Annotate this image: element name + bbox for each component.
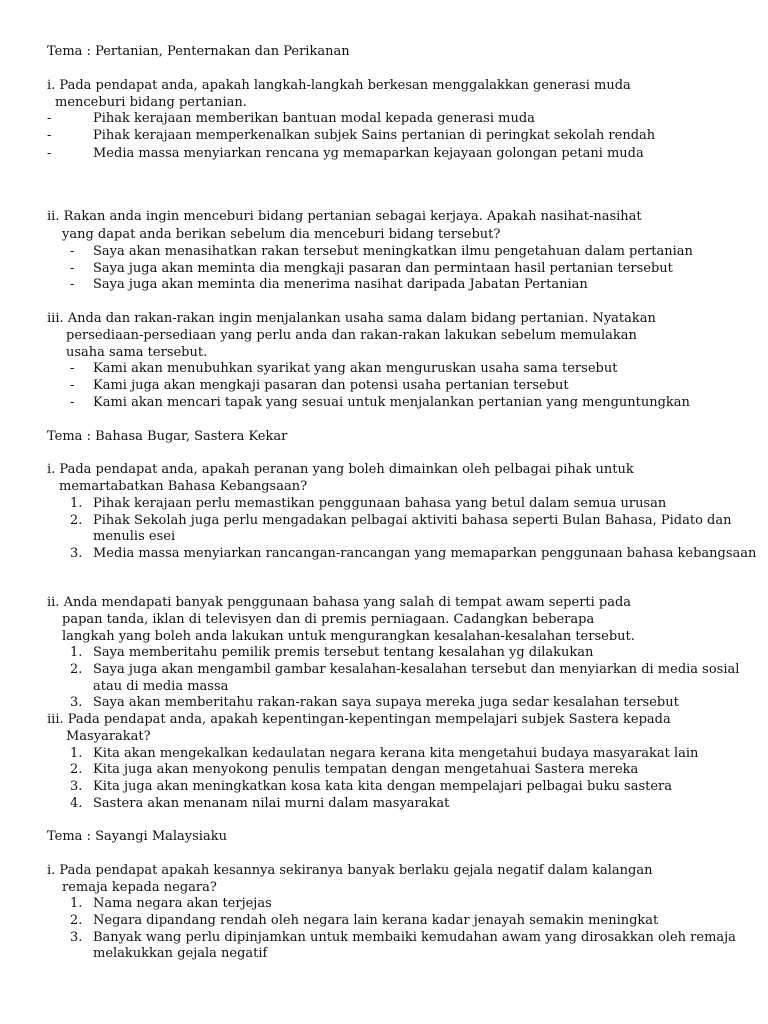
list-item: Saya akan memberitahu rakan-rakan saya supaya mereka juga sedar kesalahan tersebut: [93, 695, 679, 710]
list-item: Media massa menyiarkan rencana yg memaparkan kejayaan golongan petani muda: [93, 146, 644, 161]
list-marker: 1.: [70, 896, 83, 911]
list-marker: -: [47, 128, 52, 143]
section-title: Tema : Pertanian, Penternakan dan Perikanan: [47, 44, 350, 59]
question-text: persediaan-persediaan yang perlu anda dan rakan-rakan lakukan sebelum memulakan: [66, 328, 637, 343]
list-item: Kami akan menubuhkan syarikat yang akan menguruskan usaha sama tersebut: [93, 361, 618, 376]
section-title: Tema : Sayangi Malaysiaku: [47, 829, 227, 844]
list-item: Kita juga akan meningkatkan kosa kata kita dengan mempelajari pelbagai buku sastera: [93, 779, 673, 794]
list-marker: -: [47, 146, 52, 161]
list-item: Kami juga akan mengkaji pasaran dan potensi usaha pertanian tersebut: [93, 378, 569, 393]
list-item: Pihak Sekolah juga perlu mengadakan pelbagai aktiviti bahasa seperti Bulan Bahasa, Pidato dan: [93, 513, 732, 528]
list-item: atau di media massa: [93, 679, 229, 694]
question-text: memartabatkan Bahasa Kebangsaan?: [59, 479, 308, 494]
list-marker: 2.: [70, 762, 83, 777]
question-text: remaja kepada negara?: [62, 880, 217, 895]
list-marker: 1.: [70, 746, 83, 761]
list-marker: 1.: [70, 645, 83, 660]
list-item: Media massa menyiarkan rancangan-rancangan yang memaparkan penggunaan bahasa kebangsaan: [93, 546, 757, 561]
list-marker: 2.: [70, 913, 83, 928]
question-text: i. Pada pendapat anda, apakah langkah-langkah berkesan menggalakkan generasi muda: [47, 78, 631, 93]
list-item: Kita juga akan menyokong penulis tempatan dengan mengetahuai Sastera mereka: [93, 762, 639, 777]
list-marker: -: [70, 378, 75, 393]
list-marker: 2.: [70, 513, 83, 528]
question-text: ii. Anda mendapati banyak penggunaan bahasa yang salah di tempat awam seperti pada: [47, 595, 632, 610]
question-text: Masyarakat?: [66, 729, 151, 744]
question-text: ii. Rakan anda ingin menceburi bidang pertanian sebagai kerjaya. Apakah nasihat-nasihat: [47, 209, 642, 224]
question-text: i. Pada pendapat anda, apakah peranan yang boleh dimainkan oleh pelbagai pihak untuk: [47, 462, 634, 477]
list-item: melakukkan gejala negatif: [93, 946, 268, 961]
list-item: Kita akan mengekalkan kedaulatan negara kerana kita mengetahui budaya masyarakat lain: [93, 746, 699, 761]
list-item: Saya akan menasihatkan rakan tersebut meningkatkan ilmu pengetahuan dalam pertanian: [93, 244, 693, 259]
question-text: iii. Anda dan rakan-rakan ingin menjalankan usaha sama dalam bidang pertanian. Nyatakan: [47, 311, 656, 326]
question-text: menceburi bidang pertanian.: [55, 95, 247, 110]
question-text: langkah yang boleh anda lakukan untuk mengurangkan kesalahan-kesalahan tersebut.: [62, 629, 635, 644]
question-text: yang dapat anda berikan sebelum dia menceburi bidang tersebut?: [62, 227, 501, 242]
list-marker: 4.: [70, 796, 83, 811]
list-item: Pihak kerajaan memperkenalkan subjek Sains pertanian di peringkat sekolah rendah: [93, 128, 656, 143]
list-item: Pihak kerajaan perlu memastikan penggunaan bahasa yang betul dalam semua urusan: [93, 496, 667, 511]
list-item: menulis esei: [93, 529, 176, 544]
question-text: usaha sama tersebut.: [66, 345, 208, 360]
list-item: Banyak wang perlu dipinjamkan untuk membaiki kemudahan awam yang dirosakkan oleh remaja: [93, 930, 736, 945]
list-marker: -: [70, 244, 75, 259]
list-item: Pihak kerajaan memberikan bantuan modal kepada generasi muda: [93, 111, 535, 126]
question-text: i. Pada pendapat apakah kesannya sekiranya banyak berlaku gejala negatif dalam kalangan: [47, 863, 653, 878]
list-marker: 1.: [70, 496, 83, 511]
list-marker: -: [70, 261, 75, 276]
question-text: iii. Pada pendapat anda, apakah kepentingan-kepentingan mempelajari subjek Sastera kepada: [47, 712, 671, 727]
section-title: Tema : Bahasa Bugar, Sastera Kekar: [47, 429, 288, 444]
list-item: Sastera akan menanam nilai murni dalam masyarakat: [93, 796, 450, 811]
list-marker: -: [70, 361, 75, 376]
list-marker: -: [70, 395, 75, 410]
question-text: papan tanda, iklan di televisyen dan di premis perniagaan. Cadangkan beberapa: [62, 612, 595, 627]
list-item: Saya memberitahu pemilik premis tersebut tentang kesalahan yg dilakukan: [93, 645, 594, 660]
list-marker: 3.: [70, 930, 83, 945]
list-marker: -: [47, 111, 52, 126]
list-marker: 2.: [70, 662, 83, 677]
list-item: Saya juga akan meminta dia mengkaji pasaran dan permintaan hasil pertanian tersebut: [93, 261, 673, 276]
list-marker: 3.: [70, 546, 83, 561]
list-marker: 3.: [70, 779, 83, 794]
list-item: Negara dipandang rendah oleh negara lain kerana kadar jenayah semakin meningkat: [93, 913, 659, 928]
list-item: Kami akan mencari tapak yang sesuai untuk menjalankan pertanian yang menguntungkan: [93, 395, 690, 410]
list-item: Nama negara akan terjejas: [93, 896, 272, 911]
list-item: Saya juga akan mengambil gambar kesalahan-kesalahan tersebut dan menyiarkan di media sosial: [93, 662, 740, 677]
list-item: Saya juga akan meminta dia menerima nasihat daripada Jabatan Pertanian: [93, 277, 588, 292]
list-marker: 3.: [70, 695, 83, 710]
list-marker: -: [70, 277, 75, 292]
